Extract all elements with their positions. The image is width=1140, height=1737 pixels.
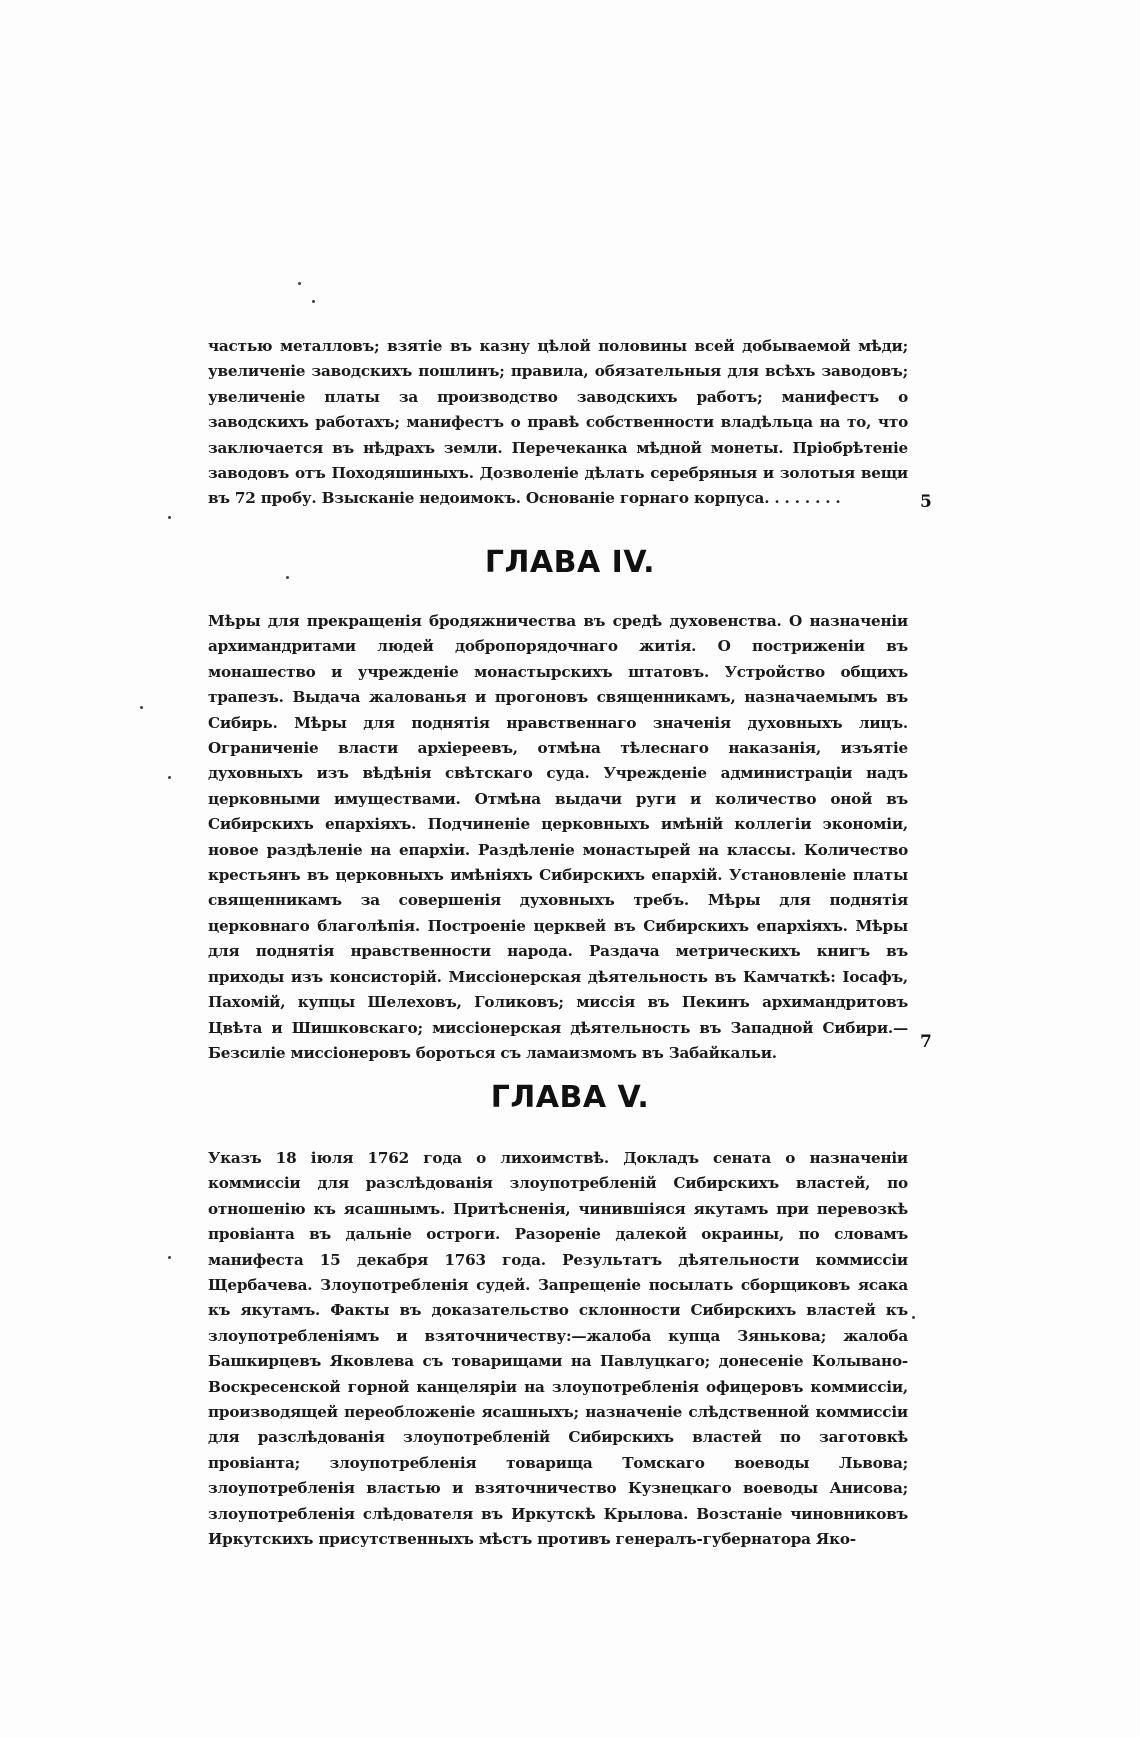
chapter5-heading: ГЛАВА V. — [490, 1080, 650, 1115]
scan-speck — [168, 1256, 171, 1259]
page-number-chapter4: 7 — [920, 1032, 932, 1052]
scan-speck — [140, 706, 143, 709]
scan-speck — [298, 282, 301, 285]
scan-speck — [912, 1316, 915, 1319]
chapter5-summary: Указъ 18 іюля 1762 года о лихоимствѣ. Докладъ сената о назначеніи коммиссіи для разслѣдованія злоупотребленій Сибирскихъ властей, по отношенію къ ясашнымъ. Притѣсненія, чинившіяся якутамъ при перевозкѣ провіанта въ дальніе остроги. Разореніе далекой окраины, по словамъ манифеста 15 декабря 1763 года. Результатъ дѣятельности коммиссіи Щербачева. Злоупотребленія судей. Запрещеніе посылать сборщиковъ ясака къ якутамъ. Факты въ доказательство склонности Сибирскихъ властей къ злоупотребленіямъ и взяточничеству:—жалоба купца Зянькова; жалоба Башкирцевъ Яковлева съ товарищами на Павлуцкаго; донесеніе Колывано-Воскресенской горной канцеляріи на злоупотребленія офицеровъ коммиссіи, производящей переобложеніе ясашныхъ; назначеніе слѣдственной коммиссіи для разслѣдованія злоупотребленій Сибирскихъ властей по заготовкѣ провіанта; злоупотребленія товарища Томскаго воеводы Львова; злоупотребленія властью и взяточничество Кузнецкаго воеводы Анисова; злоупотребленія слѣдователя въ Иркутскѣ Крылова. Возстаніе чиновниковъ Иркутскихъ присутственныхъ мѣстъ противъ генералъ-губернатора Яко- — [208, 1149, 908, 1549]
scan-speck — [168, 516, 171, 519]
scan-speck — [312, 300, 315, 303]
chapter4-heading: ГЛАВА IV. — [484, 545, 656, 580]
chapter4-summary: Мѣры для прекращенія бродяжничества въ средѣ духовенства. О назначеніи архимандритами людей добропорядочнаго житія. О постриженіи въ монашество и учрежденіе монастырскихъ штатовъ. Устройство общихъ трапезъ. Выдача жалованья и прогоновъ священникамъ, назначаемымъ въ Сибирь. Мѣры для поднятія нравственнаго значенія духовныхъ лицъ. Ограниченіе власти архіереевъ, отмѣна тѣлеснаго наказанія, изъятіе духовныхъ изъ вѣдѣнія свѣтскаго суда. Учрежденіе администраціи надъ церковными имуществами. Отмѣна выдачи руги и количество оной въ Сибирскихъ епархіяхъ. Подчиненіе церковныхъ имѣній коллегіи экономіи, новое раздѣленіе на епархіи. Раздѣленіе монастырей на классы. Количество крестьянъ въ церковныхъ имѣніяхъ Сибирскихъ епархій. Установленіе платы священникамъ за совершенія духовныхъ требъ. Мѣры для поднятія церковнаго благолѣпія. Построеніе церквей въ Сибирскихъ епархіяхъ. Мѣры для поднятія нравственности народа. Раздача метрическихъ книгъ въ приходы изъ консисторій. Миссіонерская дѣятельность въ Камчаткѣ: Іосафъ, Пахомій, купцы Шелеховъ, Голиковъ; миссія въ Пекинъ архимандритовъ Цвѣта и Шишковскаго; миссіонерская дѣятельность въ Западной Сибири.—Безсиліе миссіонеровъ бороться съ ламаизмомъ въ Забайкальи. — [208, 612, 908, 1062]
chapter3-summary-continuation: частью металловъ; взятіе въ казну цѣлой половины всей добываемой мѣди; увеличеніе заводскихъ пошлинъ; правила, обязательныя для всѣхъ заводовъ; увеличеніе платы за производство заводскихъ работъ; манифестъ о заводскихъ работахъ; манифестъ о правѣ собственности владѣльца на то, что заключается въ нѣдрахъ земли. Перечеканка мѣдной монеты. Пріобрѣтеніе заводовъ отъ Походяшиныхъ. Дозволеніе дѣлать серебряныя и золотыя вещи въ 72 пробу. Взысканіе недоимокъ. Основаніе горнаго корпуса. . . . . . . . — [208, 337, 908, 508]
page-number-chapter3: 5 — [920, 492, 932, 512]
scan-speck — [168, 776, 171, 779]
scan-speck — [286, 576, 289, 579]
